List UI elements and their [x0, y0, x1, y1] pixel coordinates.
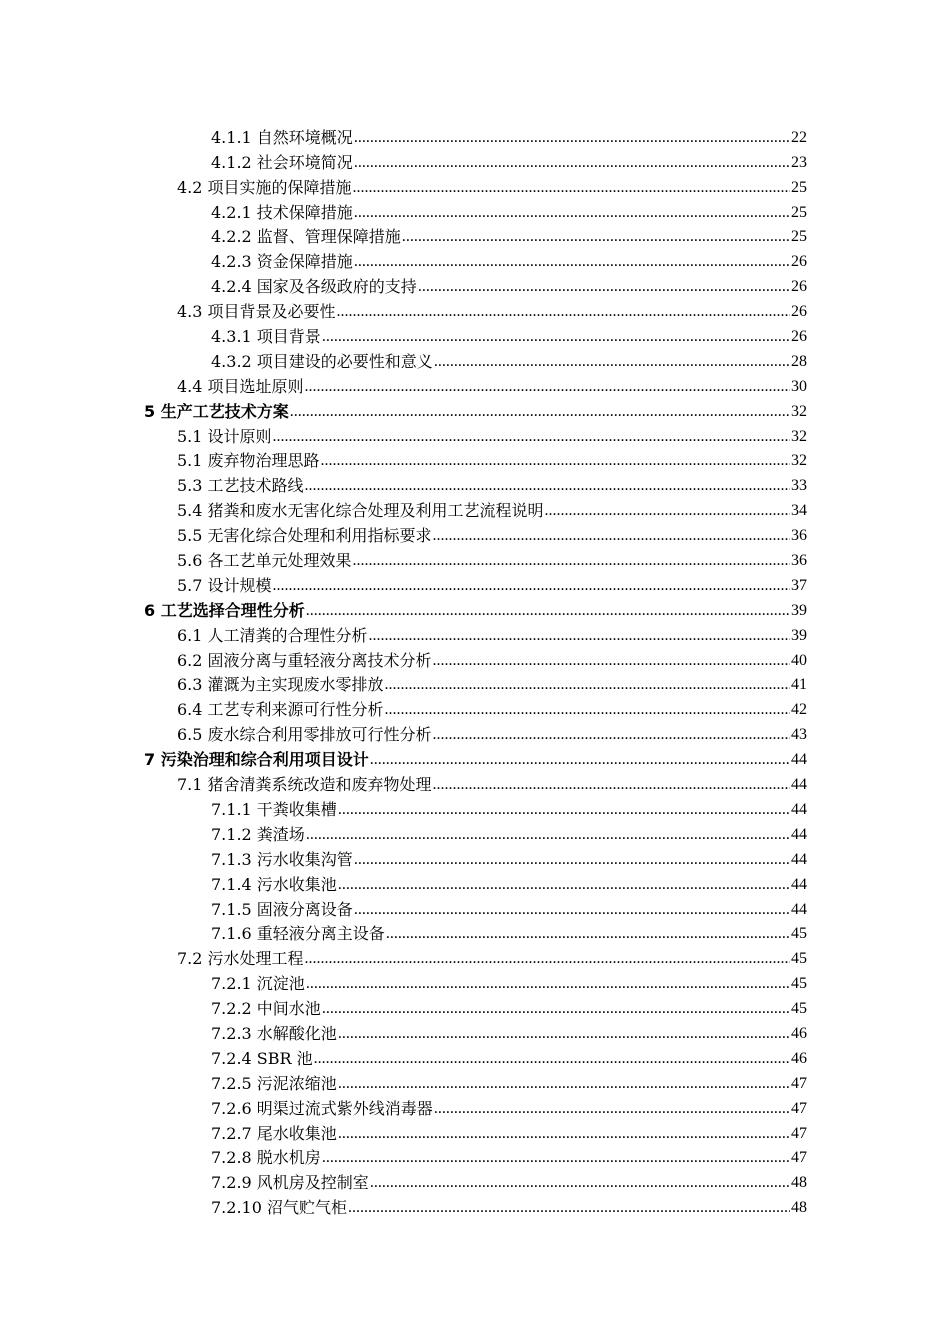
- toc-entry[interactable]: [0, 174, 950, 199]
- toc-page-number: 44: [791, 800, 807, 818]
- toc-entry[interactable]: [0, 1169, 950, 1194]
- toc-page-number: 40: [791, 651, 807, 669]
- toc-page-number: 22: [791, 128, 807, 146]
- toc-page-number: 45: [791, 950, 807, 968]
- toc-entry[interactable]: [0, 423, 950, 448]
- toc-entry-title: 7 污染治理和综合利用项目设计: [144, 750, 369, 770]
- toc-dot-leader: [306, 600, 790, 622]
- toc-dot-leader: [353, 550, 790, 572]
- toc-page-number: 47: [791, 1074, 807, 1092]
- toc-dot-leader: [434, 351, 790, 373]
- toc-entry[interactable]: [0, 1095, 950, 1120]
- toc-dot-leader: [354, 251, 790, 273]
- toc-entry-title: 5.3 工艺技术路线: [177, 476, 304, 496]
- toc-dot-leader: [402, 226, 790, 248]
- toc-entry[interactable]: [0, 647, 950, 672]
- toc-page-number: 37: [791, 576, 807, 594]
- toc-page-number: 25: [791, 228, 807, 246]
- toc-entry-title: 5.1 设计原则: [177, 426, 272, 446]
- toc-entry-title: 4.2.3 资金保障措施: [211, 252, 353, 272]
- toc-entry[interactable]: [0, 945, 950, 970]
- toc-entry[interactable]: [0, 398, 950, 423]
- toc-entry[interactable]: [0, 522, 950, 547]
- toc-entry[interactable]: [0, 298, 950, 323]
- toc-entry-title: 4.2.4 国家及各级政府的支持: [211, 277, 417, 297]
- toc-entry[interactable]: [0, 248, 950, 273]
- toc-entry-title: 6.1 人工清粪的合理性分析: [177, 625, 368, 645]
- toc-page-number: 44: [791, 900, 807, 918]
- toc-page-number: 44: [791, 850, 807, 868]
- toc-page-number: 44: [791, 776, 807, 794]
- toc-entry[interactable]: [0, 846, 950, 871]
- toc-entry-title: 6.3 灌溉为主实现废水零排放: [177, 675, 384, 695]
- toc-page-number: 32: [791, 452, 807, 470]
- toc-page-number: 47: [791, 1149, 807, 1167]
- toc-entry[interactable]: [0, 672, 950, 697]
- toc-entry-title: 4.3 项目背景及必要性: [177, 302, 336, 322]
- toc-entry[interactable]: [0, 1045, 950, 1070]
- toc-dot-leader: [369, 625, 790, 647]
- toc-page-number: 45: [791, 975, 807, 993]
- toc-dot-leader: [354, 202, 790, 224]
- toc-entry[interactable]: [0, 323, 950, 348]
- toc-page-number: 26: [791, 303, 807, 321]
- toc-entry[interactable]: [0, 995, 950, 1020]
- toc-entry-title: 7.1.2 粪渣场: [211, 824, 305, 844]
- toc-entry[interactable]: [0, 448, 950, 473]
- toc-entry[interactable]: [0, 273, 950, 298]
- toc-entry-title: 6.5 废水综合利用零排放可行性分析: [177, 725, 432, 745]
- toc-entry-title: 7.2.2 中间水池: [211, 999, 321, 1019]
- toc-entry[interactable]: [0, 970, 950, 995]
- toc-dot-leader: [348, 1197, 790, 1219]
- toc-entry[interactable]: [0, 896, 950, 921]
- toc-dot-leader: [322, 326, 790, 348]
- toc-page-number: 25: [791, 203, 807, 221]
- toc-dot-leader: [354, 152, 790, 174]
- toc-entry[interactable]: [0, 149, 950, 174]
- toc-page-number: 44: [791, 825, 807, 843]
- toc-entry-title: 5.5 无害化综合处理和利用指标要求: [177, 526, 432, 546]
- toc-entry-title: 7.1.4 污水收集池: [211, 874, 337, 894]
- toc-dot-leader: [290, 401, 790, 423]
- toc-entry-title: 7.1.1 干粪收集槽: [211, 799, 337, 819]
- toc-entry-title: 7.1 猪舍清粪系统改造和废弃物处理: [177, 775, 432, 795]
- toc-page-number: 43: [791, 726, 807, 744]
- toc-entry[interactable]: [0, 746, 950, 771]
- toc-entry-title: 4.1.1 自然环境概况: [211, 127, 353, 147]
- toc-entry[interactable]: [0, 821, 950, 846]
- toc-dot-leader: [433, 724, 790, 746]
- toc-entry-title: 7.1.6 重轻液分离主设备: [211, 924, 385, 944]
- toc-dot-leader: [418, 276, 790, 298]
- toc-dot-leader: [322, 998, 790, 1020]
- toc-page-number: 36: [791, 552, 807, 570]
- toc-entry[interactable]: [0, 1145, 950, 1170]
- toc-page-number: 26: [791, 253, 807, 271]
- toc-dot-leader: [338, 1073, 790, 1095]
- toc-entry[interactable]: [0, 373, 950, 398]
- toc-page-number: 30: [791, 377, 807, 395]
- toc-entry[interactable]: [0, 1120, 950, 1145]
- toc-dot-leader: [354, 127, 790, 149]
- toc-page-number: 34: [791, 502, 807, 520]
- toc-entry-title: 4.3.2 项目建设的必要性和意义: [211, 351, 433, 371]
- toc-dot-leader: [338, 1123, 790, 1145]
- toc-page-number: 26: [791, 278, 807, 296]
- toc-entry-title: 5 生产工艺技术方案: [144, 401, 289, 421]
- toc-dot-leader: [338, 1023, 790, 1045]
- toc-entry-title: 6.4 工艺专利来源可行性分析: [177, 700, 384, 720]
- toc-entry-title: 7.1.3 污水收集沟管: [211, 849, 353, 869]
- table-of-contents: [0, 124, 950, 1219]
- toc-page-number: 39: [791, 626, 807, 644]
- toc-dot-leader: [354, 849, 790, 871]
- toc-dot-leader: [305, 376, 790, 398]
- toc-page-number: 25: [791, 178, 807, 196]
- toc-entry-title: 6.2 固液分离与重轻液分离技术分析: [177, 650, 432, 670]
- toc-entry-title: 6 工艺选择合理性分析: [144, 600, 305, 620]
- toc-page-number: 26: [791, 328, 807, 346]
- toc-entry[interactable]: [0, 547, 950, 572]
- toc-entry[interactable]: [0, 224, 950, 249]
- toc-dot-leader: [385, 674, 790, 696]
- toc-page-number: 46: [791, 1024, 807, 1042]
- toc-entry-title: 5.4 猪粪和废水无害化综合处理及利用工艺流程说明: [177, 501, 544, 521]
- toc-entry[interactable]: [0, 1070, 950, 1095]
- toc-entry-title: 7.2.3 水解酸化池: [211, 1023, 337, 1043]
- toc-entry[interactable]: [0, 597, 950, 622]
- toc-entry[interactable]: [0, 622, 950, 647]
- toc-page-number: 44: [791, 751, 807, 769]
- toc-page-number: 47: [791, 1124, 807, 1142]
- toc-dot-leader: [434, 1098, 790, 1120]
- toc-page-number: 32: [791, 402, 807, 420]
- toc-entry-title: 7.2.4 SBR 池: [211, 1048, 313, 1068]
- toc-entry[interactable]: [0, 921, 950, 946]
- toc-page-number: 42: [791, 701, 807, 719]
- toc-entry-title: 5.7 设计规模: [177, 575, 272, 595]
- toc-page-number: 39: [791, 601, 807, 619]
- toc-dot-leader: [306, 973, 790, 995]
- toc-entry-title: 7.2.10 沼气贮气柜: [211, 1198, 347, 1218]
- toc-entry[interactable]: [0, 1194, 950, 1219]
- toc-entry-title: 4.2.1 技术保障措施: [211, 202, 353, 222]
- toc-page-number: 41: [791, 676, 807, 694]
- toc-page-number: 36: [791, 527, 807, 545]
- toc-entry[interactable]: [0, 472, 950, 497]
- toc-entry-title: 5.6 各工艺单元处理效果: [177, 551, 352, 571]
- toc-dot-leader: [433, 525, 790, 547]
- toc-entry-title: 4.1.2 社会环境简况: [211, 152, 353, 172]
- toc-page-number: 28: [791, 352, 807, 370]
- toc-dot-leader: [385, 699, 790, 721]
- toc-dot-leader: [370, 1172, 790, 1194]
- toc-dot-leader: [305, 475, 790, 497]
- toc-entry-title: 4.4 项目选址原则: [177, 376, 304, 396]
- toc-dot-leader: [338, 799, 790, 821]
- toc-page-number: 48: [791, 1199, 807, 1217]
- toc-entry-title: 7.1.5 固液分离设备: [211, 899, 353, 919]
- toc-entry-title: 7.2 污水处理工程: [177, 949, 304, 969]
- toc-dot-leader: [337, 301, 790, 323]
- toc-entry-title: 5.1 废弃物治理思路: [177, 451, 320, 471]
- toc-dot-leader: [305, 948, 790, 970]
- toc-page-number: 32: [791, 427, 807, 445]
- toc-dot-leader: [370, 749, 790, 771]
- toc-entry[interactable]: [0, 199, 950, 224]
- toc-dot-leader: [273, 426, 790, 448]
- toc-dot-leader: [433, 650, 790, 672]
- toc-entry-title: 4.2 项目实施的保障措施: [177, 177, 352, 197]
- toc-page-number: 48: [791, 1174, 807, 1192]
- toc-entry-title: 7.2.6 明渠过流式紫外线消毒器: [211, 1098, 433, 1118]
- toc-entry-title: 4.3.1 项目背景: [211, 327, 321, 347]
- toc-page-number: 44: [791, 875, 807, 893]
- toc-dot-leader: [545, 500, 790, 522]
- toc-dot-leader: [338, 874, 790, 896]
- toc-entry[interactable]: [0, 1020, 950, 1045]
- toc-dot-leader: [273, 575, 790, 597]
- toc-dot-leader: [306, 824, 790, 846]
- toc-dot-leader: [386, 923, 790, 945]
- toc-page-number: 46: [791, 1049, 807, 1067]
- toc-entry-title: 7.2.9 风机房及控制室: [211, 1173, 369, 1193]
- toc-entry[interactable]: [0, 124, 950, 149]
- toc-entry[interactable]: [0, 721, 950, 746]
- toc-entry[interactable]: [0, 696, 950, 721]
- toc-entry[interactable]: [0, 796, 950, 821]
- toc-entry-title: 7.2.7 尾水收集池: [211, 1123, 337, 1143]
- toc-entry[interactable]: [0, 771, 950, 796]
- toc-page-number: 45: [791, 1000, 807, 1018]
- toc-entry[interactable]: [0, 871, 950, 896]
- toc-entry[interactable]: [0, 497, 950, 522]
- toc-dot-leader: [353, 177, 790, 199]
- toc-page-number: 47: [791, 1099, 807, 1117]
- toc-page-number: 45: [791, 925, 807, 943]
- toc-entry-title: 4.2.2 监督、管理保障措施: [211, 227, 401, 247]
- toc-dot-leader: [314, 1048, 790, 1070]
- toc-entry-title: 7.2.5 污泥浓缩池: [211, 1073, 337, 1093]
- toc-entry[interactable]: [0, 348, 950, 373]
- toc-dot-leader: [322, 1147, 790, 1169]
- toc-dot-leader: [321, 450, 790, 472]
- toc-entry-title: 7.2.1 沉淀池: [211, 974, 305, 994]
- toc-dot-leader: [354, 899, 790, 921]
- toc-dot-leader: [433, 774, 790, 796]
- toc-page-number: 33: [791, 477, 807, 495]
- toc-page-number: 23: [791, 153, 807, 171]
- toc-entry-title: 7.2.8 脱水机房: [211, 1148, 321, 1168]
- toc-entry[interactable]: [0, 572, 950, 597]
